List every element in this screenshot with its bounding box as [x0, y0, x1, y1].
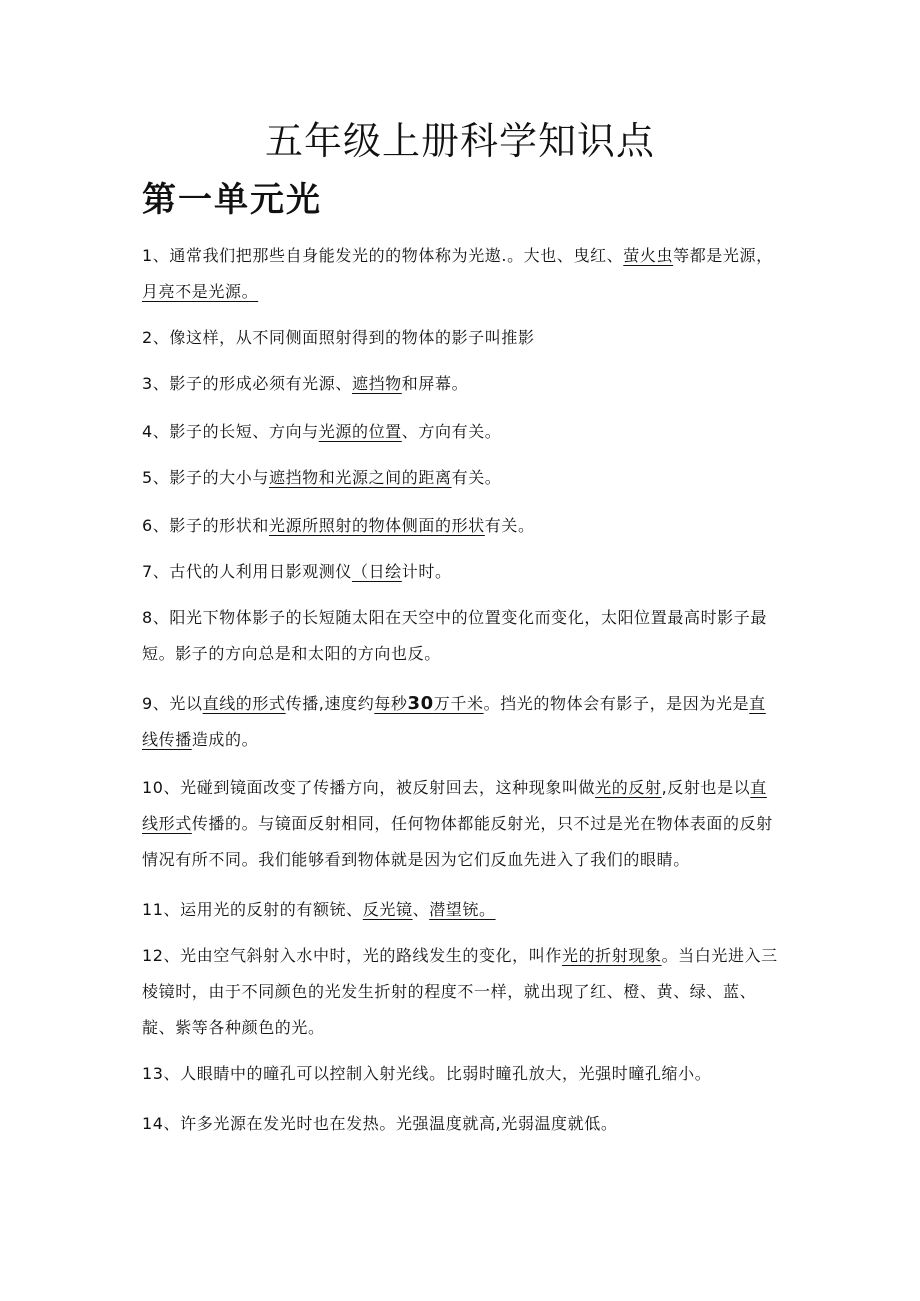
knowledge-point-10 [142, 770, 782, 878]
text-segment: 10、光碰到镜面改变了传播方向，被反射回去，这种现象叫做 [142, 778, 596, 797]
text-segment: 13、人眼睛中的曈孔可以控制入射光线。比弱时瞳孔放大，光强时曈孔缩小。 [142, 1064, 712, 1083]
knowledge-point-14 [142, 1106, 782, 1142]
text-segment: 传播的。与镜面反射相同，任何物体都能反射光，只不过是光在物体表面的反射情况有所不同。我们能够看到物体就是因为它们反血先进入了我们的眼睛。 [142, 814, 773, 869]
text-segment: 2、像这样，从不同侧面照射得到的物体的影子叫推影 [142, 328, 535, 347]
text-segment: 5、影子的大小与 [142, 468, 269, 487]
text-segment: ,反射也是以 [661, 778, 751, 797]
text-segment: 造成的。 [191, 730, 259, 749]
text-segment: 11、运用光的反射的有额铳、 [142, 900, 363, 919]
text-segment: 9、光以 [142, 694, 203, 713]
text-segment: 、 [412, 900, 430, 919]
knowledge-point-3 [142, 366, 782, 402]
text-segment: （日绘 [351, 562, 402, 581]
text-segment: 。挡光的物体会有影子，是因为光是 [483, 694, 750, 713]
text-segment: 计时。 [401, 562, 452, 581]
text-segment: 8、阳光下物体影子的长短随太阳在天空中的位置变化而变化，太阳位置最高时影子最短。影子的方向总是和太阳的方向也反。 [142, 608, 767, 663]
knowledge-point-11 [142, 892, 782, 928]
text-segment: 有关。 [451, 468, 502, 487]
text-segment: 3、影子的形成必须有光源、 [142, 374, 352, 393]
text-segment: 光遨. [468, 246, 508, 265]
text-segment: 遮挡物 [351, 374, 402, 393]
document-title: 五年级上册科学知识点 [264, 119, 655, 163]
text-segment: 反光镜 [362, 900, 413, 919]
text-segment: 光源所照射的物体侧面的形状 [268, 516, 485, 535]
text-segment: 4、影子的长短、方向与 [142, 422, 319, 441]
text-segment: 潜望铳。 [429, 900, 496, 919]
text-segment: 每秒 [374, 694, 408, 713]
text-segment: 传播,速度约 [285, 694, 375, 713]
knowledge-point-9 [142, 686, 782, 758]
text-segment: 直线形式 [142, 778, 767, 833]
unit-title: 第一单元光 [142, 180, 322, 220]
knowledge-point-8 [142, 600, 782, 672]
text-segment: 6、影子的形状和 [142, 516, 269, 535]
knowledge-point-2 [142, 320, 782, 356]
text-segment: 和屏幕。 [401, 374, 469, 393]
knowledge-point-5 [142, 460, 782, 496]
text-segment: 光的折射现象 [561, 946, 662, 965]
text-segment: 光源的位置 [318, 422, 402, 441]
knowledge-point-7 [142, 554, 782, 590]
text-segment: 光的反射 [595, 778, 662, 797]
text-segment: 直线传播 [142, 694, 766, 749]
text-segment: 遮挡物和光源之间的距离 [268, 468, 452, 487]
text-segment: 万千米 [433, 694, 484, 713]
text-segment: 。大也、曳红、 [507, 246, 624, 265]
text-segment: 12、光由空气斜射入水中时，光的路线发生的变化，叫作 [142, 946, 562, 965]
knowledge-point-13 [142, 1056, 782, 1092]
text-segment: 萤火虫 [623, 246, 674, 265]
text-segment: 14、许多光源在发光时也在发热。光强温度就高,光弱温度就低。 [142, 1114, 618, 1133]
text-segment: 、方向有关。 [401, 422, 502, 441]
text-segment: 有关。 [484, 516, 535, 535]
knowledge-point-4 [142, 414, 782, 450]
text-segment: 7、古代的人利用日影观测仪 [142, 562, 352, 581]
text-segment: 30 [407, 693, 434, 714]
knowledge-point-1 [142, 238, 782, 310]
text-segment: 月亮不是光源。 [142, 282, 259, 301]
text-segment: 1、通常我们把那些自身能发光的的物体称为 [142, 246, 469, 265]
text-segment: 。当白光进入三棱镜时，由于不同颜色的光发生折射的程度不一样，就出现了红、橙、黄、绿、蓝、靛、紫等各种颜色的光。 [142, 946, 778, 1037]
knowledge-point-6 [142, 508, 782, 544]
text-segment: 直线的形式 [202, 694, 286, 713]
knowledge-point-12 [142, 938, 782, 1046]
text-segment: 等都是光源， [673, 246, 773, 265]
